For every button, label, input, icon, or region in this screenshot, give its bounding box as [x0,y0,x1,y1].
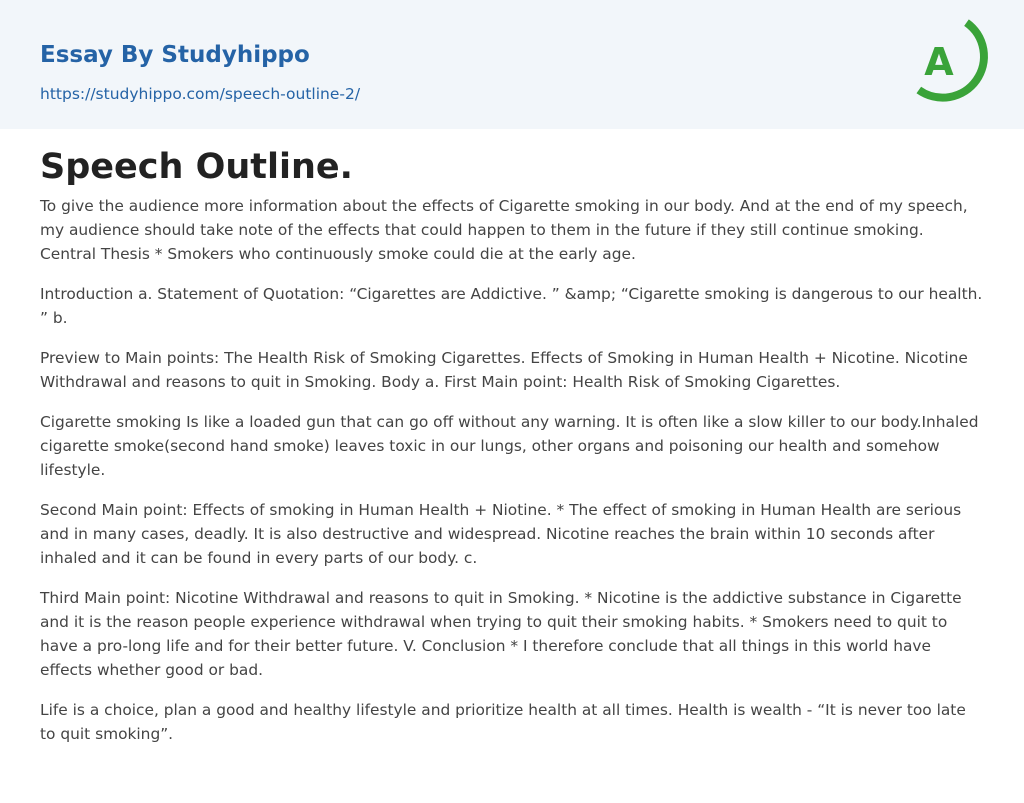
site-brand[interactable]: Essay By Studyhippo [40,42,310,68]
paragraph-7: Life is a choice, plan a good and healthy lifestyle and prioritize health at all times. Health is wealth - “It is never too late to quit smoking”. [40,701,966,743]
paragraph-4: Cigarette smoking Is like a loaded gun that can go off without any warning. It is often like a slow killer to our body.Inhaled cigarette smoke(second hand smoke) leaves toxic in our lungs, other organs and poisoning our health and somehow lifestyle. [40,413,979,479]
essay-body [0,129,1024,746]
page-title: Speech Outline. [40,147,353,187]
source-url-link[interactable]: https://studyhippo.com/speech-outline-2/ [40,85,361,103]
site-header [0,0,1024,129]
logo-icon[interactable] [908,16,992,108]
paragraph-6: Third Main point: Nicotine Withdrawal and reasons to quit in Smoking. * Nicotine is the addictive substance in Cigarette and it is the reason people experience withdrawal when trying to quit their smoking habits. * Smokers need to quit to have a pro-long life and for their better future. V. Conclusion * I therefore conclude that all things in this world have effects whether good or bad. [40,589,962,679]
paragraph-5: Second Main point: Effects of smoking in Human Health + Niotine. * The effect of smoking in Human Health are serious and in many cases, deadly. It is also destructive and widespread. Nicotine reaches the brain within 10 seconds after inhaled and it can be found in every parts of our body. c. [40,501,962,567]
paragraph-2: Introduction a. Statement of Quotation: “Cigarettes are Addictive. ” &amp; “Cigarette smoking is dangerous to our health. ” b. [40,285,983,327]
logo-letter: A [924,40,954,84]
paragraph-1: To give the audience more information about the effects of Cigarette smoking in our body. And at the end of my speech, my audience should take note of the effects that could happen to them in the future if they still continue smoking. Central Thesis * Smokers who continuously smoke could die at the early age. [40,197,968,263]
paragraph-3: Preview to Main points: The Health Risk of Smoking Cigarettes. Effects of Smoking in Human Health + Nicotine. Nicotine Withdrawal and reasons to quit in Smoking. Body a. First Main point: Health Risk of Smoking Cigarettes. [40,349,968,391]
